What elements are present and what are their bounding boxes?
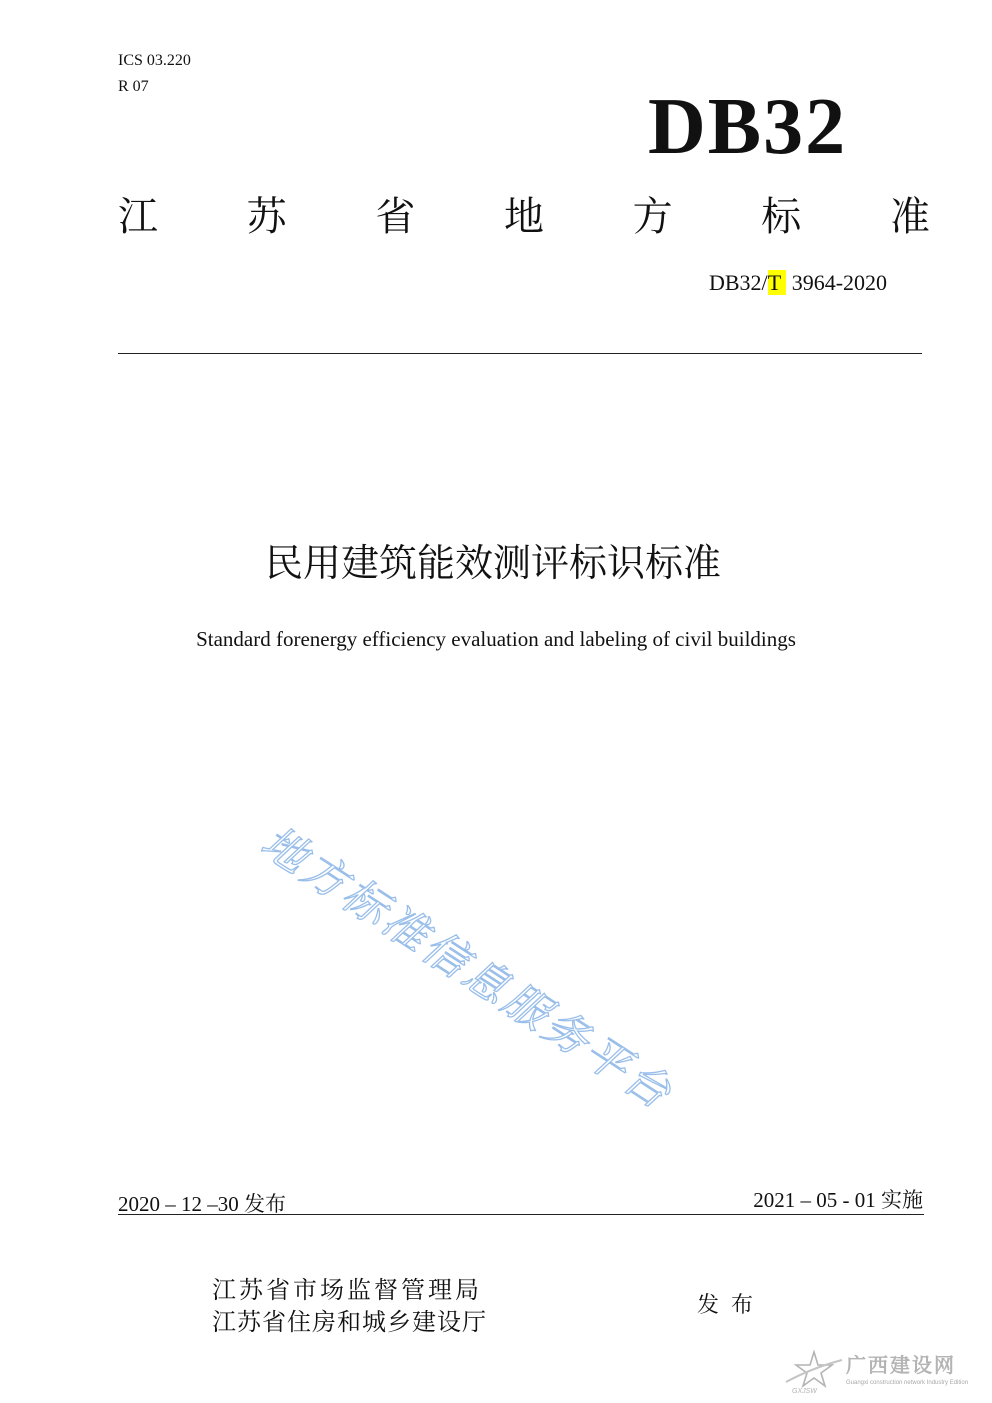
watermark [250, 810, 810, 1170]
standard-number-suffix: 3964-2020 [786, 270, 888, 295]
standard-type-char: 方 [632, 194, 673, 240]
title-english: Standard forenergy efficiency evaluation and labeling of civil buildings [196, 627, 796, 651]
site-subtitle: Guangxi construction network Industry Edition [846, 1380, 969, 1386]
implementation-date: 2021 – 05 - 01 实施 [753, 1188, 923, 1212]
watermark-text: 地方标准信息服务平台 [252, 816, 683, 1121]
footer-divider [118, 1214, 924, 1215]
standard-type-char: 准 [889, 194, 930, 240]
standard-type-char: 地 [503, 194, 544, 240]
header-divider [118, 353, 922, 354]
issue-date: 2020 – 12 –30 发布 [118, 1192, 286, 1216]
issuer-market-regulation: 江苏省市场监督管理局 [212, 1276, 482, 1304]
site-logo [782, 1348, 987, 1396]
standard-type-char: 省 [375, 194, 416, 240]
standard-type-char: 标 [761, 194, 802, 240]
star-swoosh-icon [782, 1348, 844, 1396]
title-chinese: 民用建筑能效测评标识标准 [264, 541, 721, 585]
site-name: 广西建设网 [846, 1353, 956, 1377]
publish-label: 发布 [697, 1293, 766, 1318]
logo-emblem-text: GXJSW [792, 1388, 817, 1395]
standard-code-mark: DB32 [648, 83, 848, 171]
issuer-housing-construction: 江苏省住房和城乡建设厅 [212, 1308, 487, 1336]
standard-type-heading [118, 192, 930, 242]
standard-number [709, 270, 887, 296]
standard-type-char: 苏 [246, 194, 287, 240]
standard-type-char: 江 [118, 194, 158, 240]
standard-number-highlight: T [767, 270, 787, 295]
standard-number-prefix: DB32/ [709, 270, 768, 295]
ccs-code: R 07 [118, 78, 149, 95]
ics-code: ICS 03.220 [118, 52, 191, 69]
